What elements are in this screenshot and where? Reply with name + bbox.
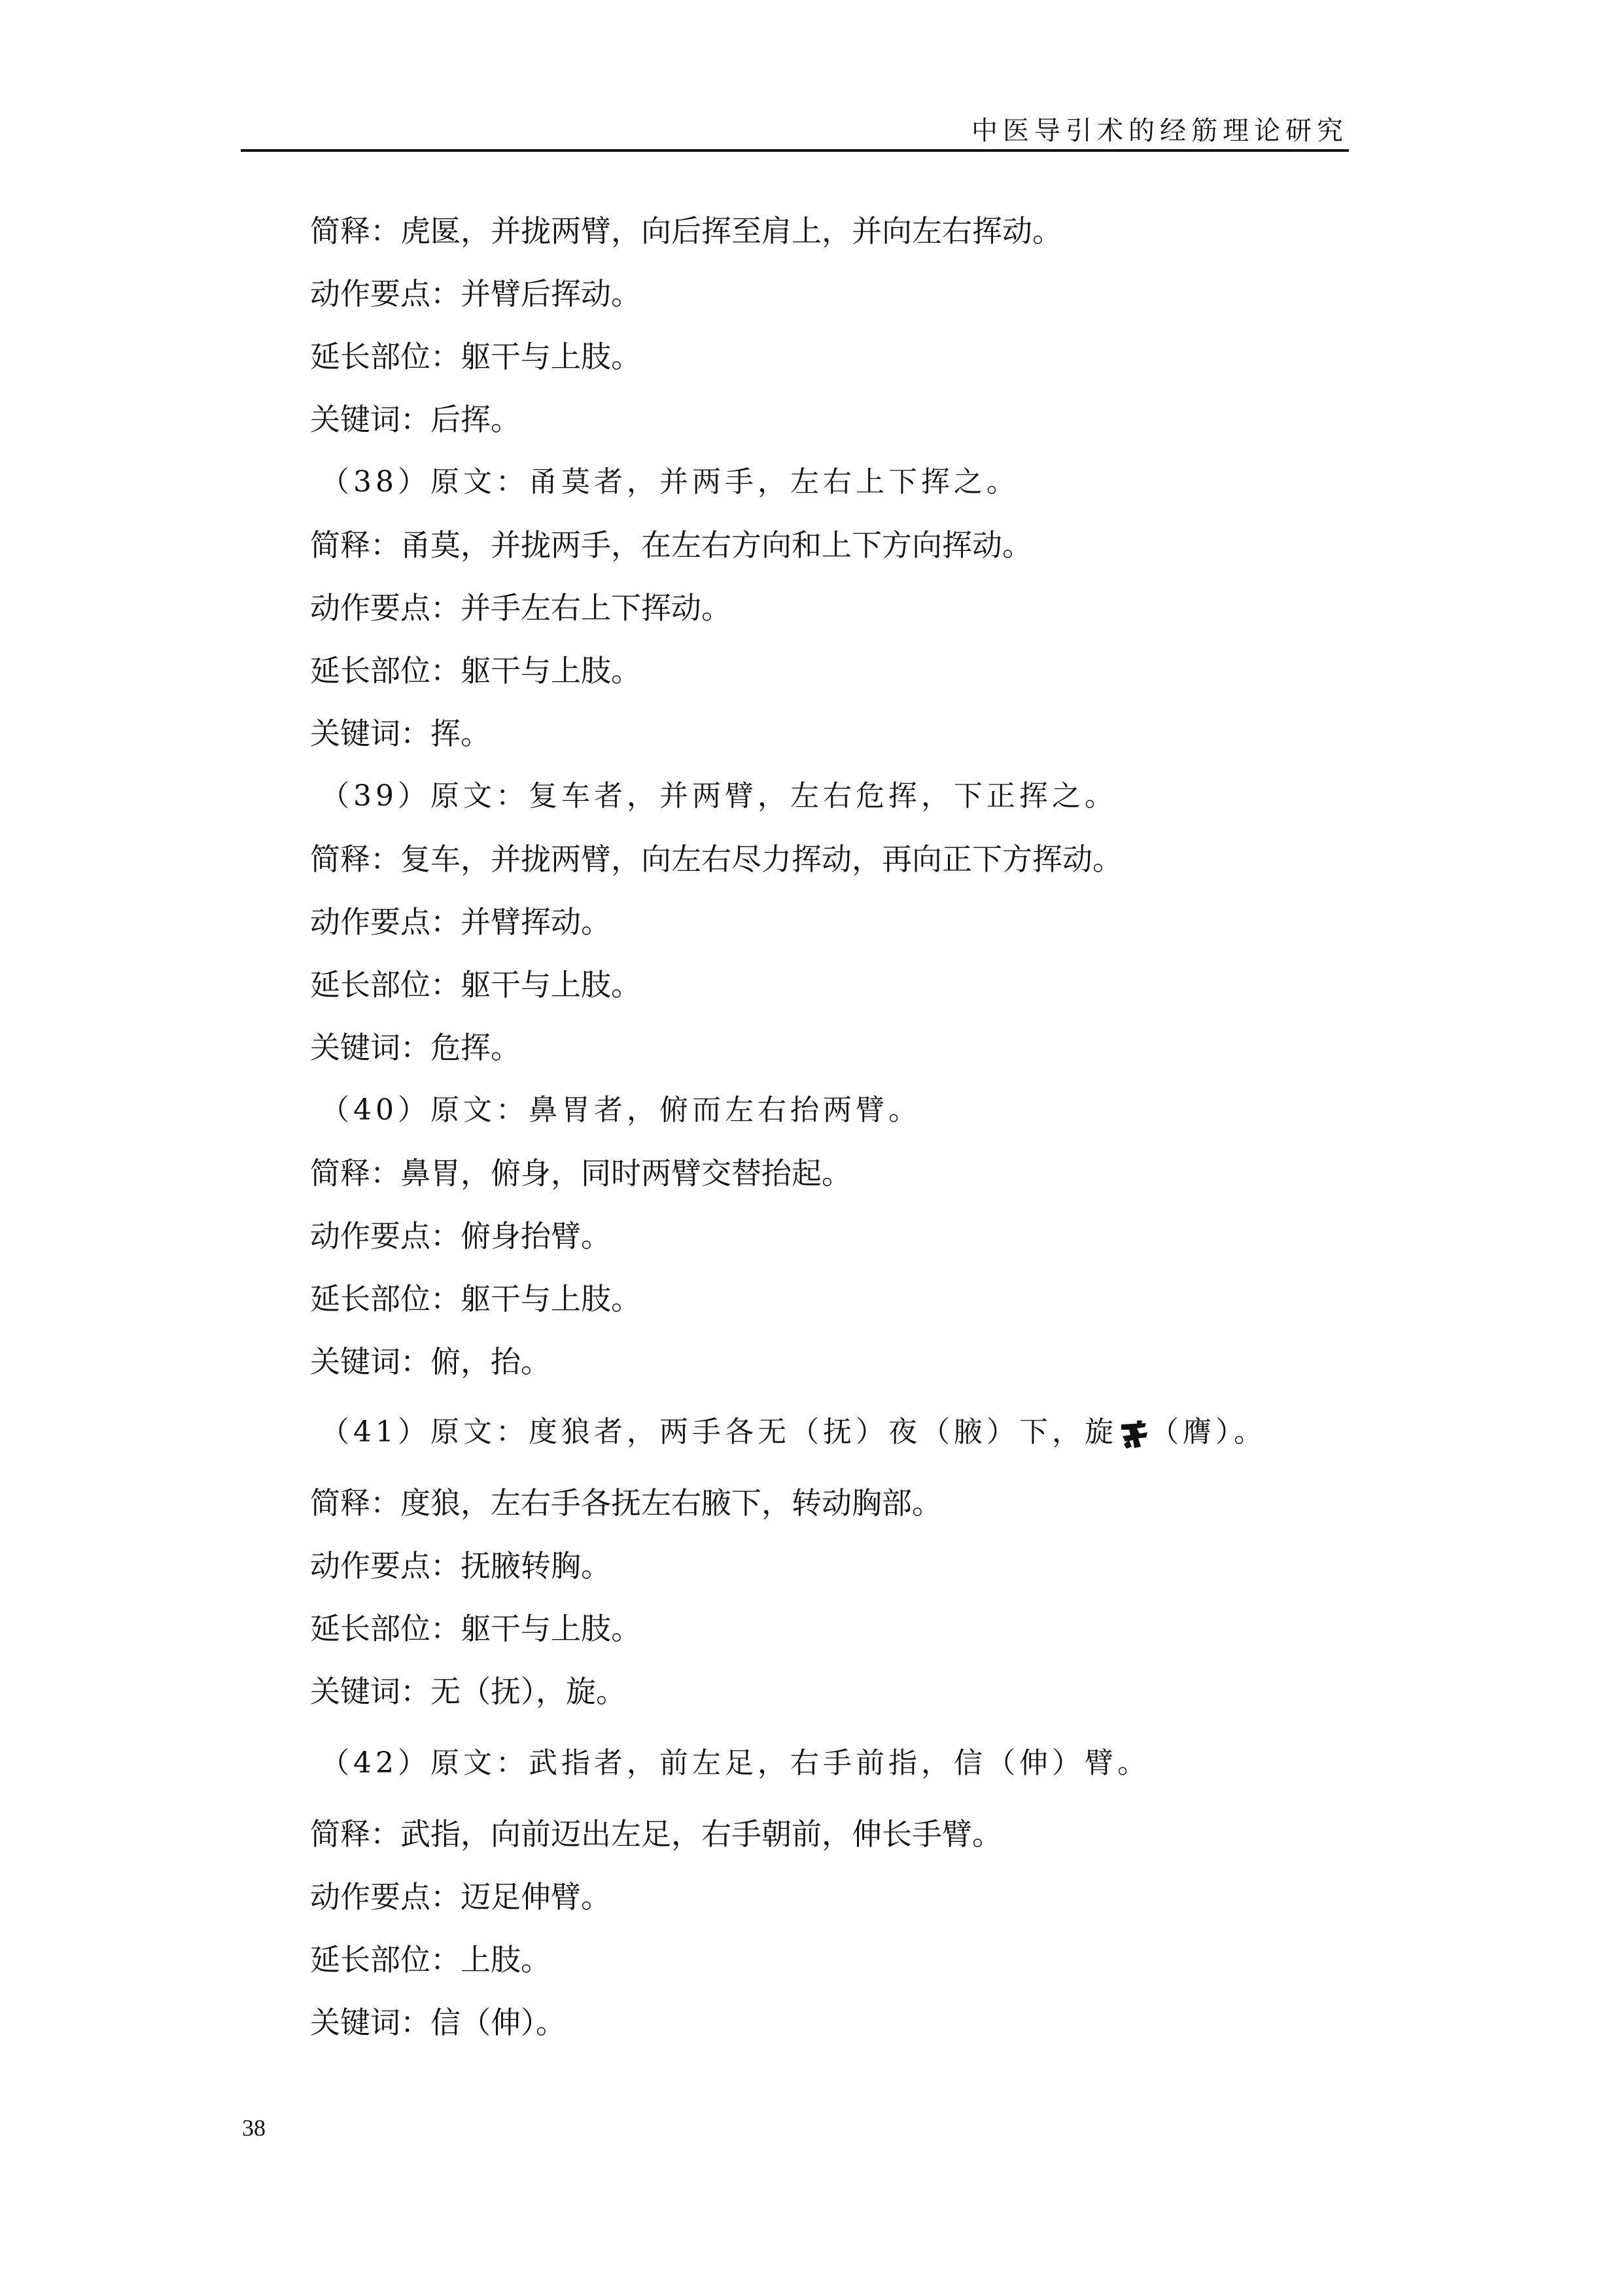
text-line: 简释：武指，向前迈出左足，右手朝前，伸长手臂。 (310, 1816, 1002, 1852)
text-line: 简释：甬莫，并拢两手，在左右方向和上下方向挥动。 (310, 527, 1032, 563)
text-line: 动作要点：并臂后挥动。 (310, 276, 641, 311)
original-text-after-glyph: （膺）。 (1150, 1415, 1266, 1449)
text-line: 简释：鼻胃，俯身，同时两臂交替抬起。 (310, 1156, 852, 1191)
text-line: 动作要点：迈足伸臂。 (310, 1879, 611, 1915)
text-line: 关键词：后挥。 (310, 402, 521, 437)
text-line: 延长部位：上肢。 (310, 1942, 551, 1977)
ink-blot-glyph-icon (1117, 1418, 1150, 1451)
text-line: 延长部位：躯干与上肢。 (310, 653, 641, 688)
running-header-title: 中医导引术的经筋理论研究 (971, 116, 1348, 146)
text-line: 动作要点：并臂挥动。 (310, 904, 611, 940)
text-line: 延长部位：躯干与上肢。 (310, 1281, 641, 1316)
text-line: 关键词：危挥。 (310, 1030, 521, 1065)
text-line: 动作要点：俯身抬臂。 (310, 1218, 611, 1254)
original-text-line: （38）原文：甬莫者，并两手，左右上下挥之。 (321, 465, 1019, 499)
text-line: 简释：复车，并拢两臂，向左右尽力挥动，再向正下方挥动。 (310, 841, 1123, 877)
original-text-before-glyph: （41）原文：度狼者，两手各无（抚）夜（腋）下，旋 (321, 1415, 1117, 1449)
original-text-line: （40）原文：鼻胃者，俯而左右抬两臂。 (321, 1093, 921, 1127)
original-text-line: （39）原文：复车者，并两臂，左右危挥，下正挥之。 (321, 779, 1117, 813)
text-line: 动作要点：抚腋转胸。 (310, 1548, 611, 1583)
original-text-line: （42）原文：武指者，前左足，右手前指，信（伸）臂。 (321, 1746, 1150, 1780)
text-line: 关键词：俯，抬。 (310, 1344, 551, 1379)
text-line: 动作要点：并手左右上下挥动。 (310, 590, 731, 626)
header-rule (241, 149, 1349, 152)
text-line: 延长部位：躯干与上肢。 (310, 967, 641, 1002)
text-line: 简释：虎匽，并拢两臂，向后挥至肩上，并向左右挥动。 (310, 213, 1062, 249)
original-text-line-41 (321, 1401, 1357, 1464)
text-line: 延长部位：躯干与上肢。 (310, 339, 641, 374)
page-body (310, 200, 1357, 2054)
page-number: 38 (242, 2115, 266, 2141)
text-line: 简释：度狼，左右手各抚左右腋下，转动胸部。 (310, 1485, 942, 1521)
text-line: 关键词：挥。 (310, 716, 491, 751)
text-line: 关键词：信（伸）。 (310, 2005, 566, 2040)
text-line: 关键词：无（抚），旋。 (310, 1674, 626, 1709)
text-line: 延长部位：躯干与上肢。 (310, 1611, 641, 1646)
